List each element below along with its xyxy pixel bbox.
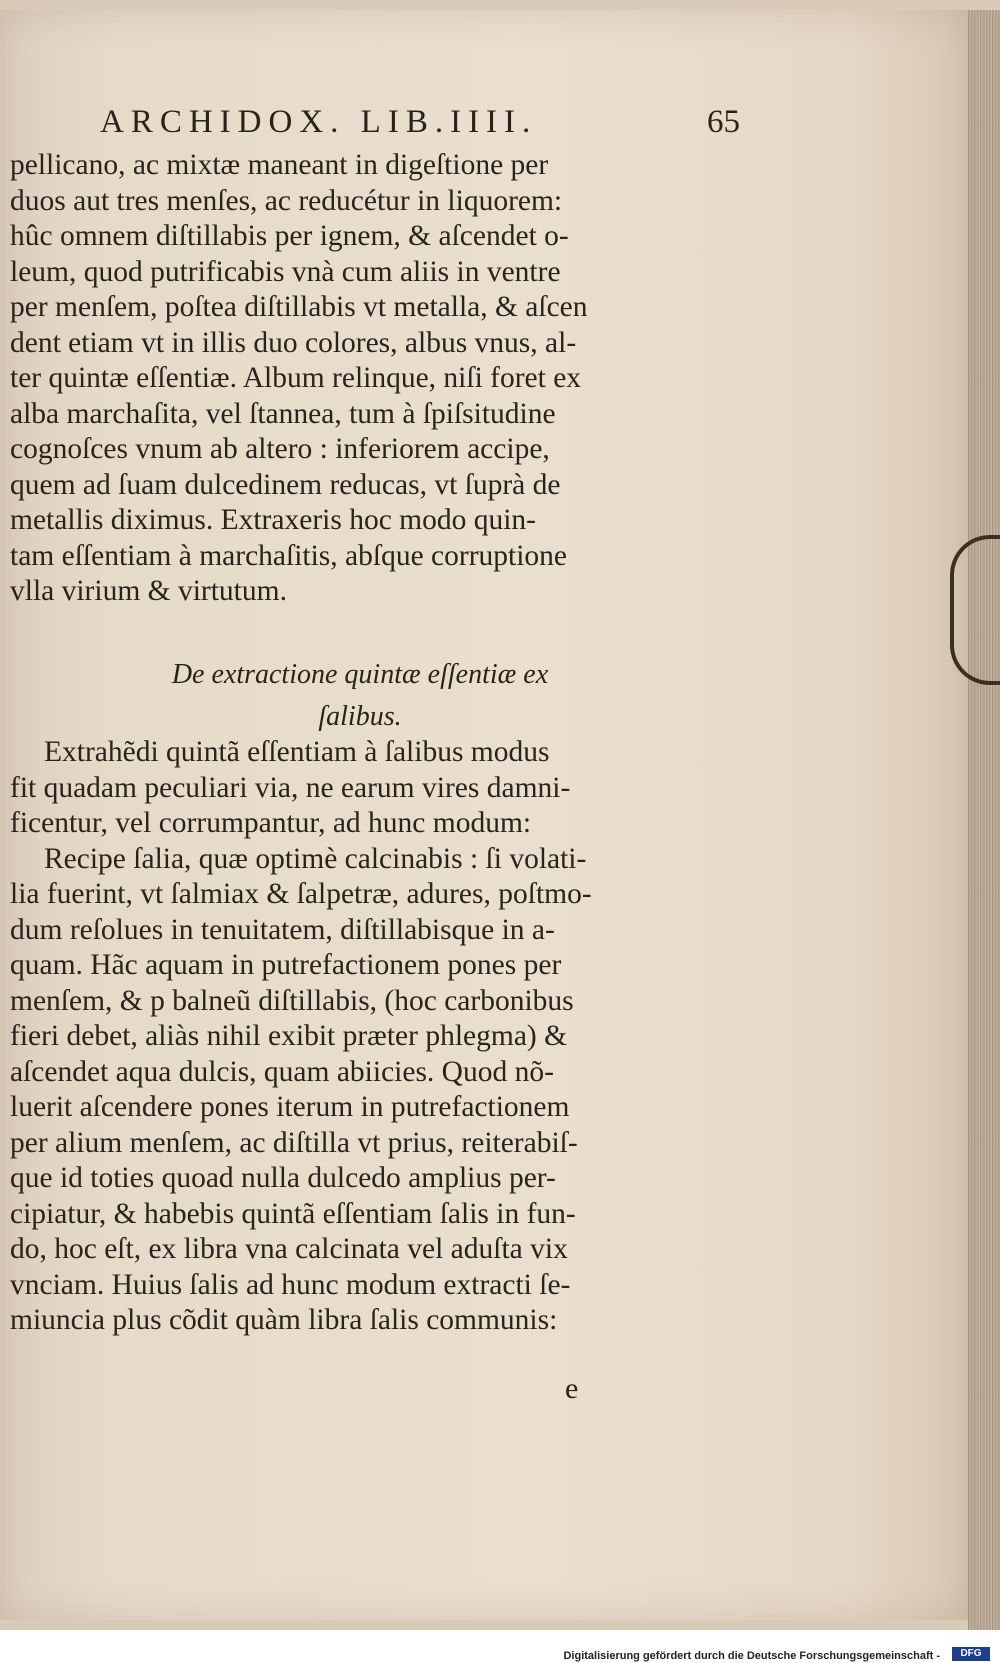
text-line: leum, quod putrificabis vnà cum aliis in ventre [10, 255, 561, 288]
page-edge-stack [968, 10, 1000, 1630]
text-line: hûc omnem diſtillabis per ignem, & aſcendet o- [10, 220, 569, 252]
text-line: fieri debet, aliàs nihil exibit præter phlegma) & [10, 1020, 568, 1052]
section-heading [140, 654, 580, 738]
text-line: dum reſolues in tenuitatem, diſtillabisque in a- [10, 913, 555, 946]
section-heading-line: De extractione quintæ eſſentiæ ex [171, 659, 549, 690]
catchword: e [565, 1372, 579, 1405]
text-line: que id toties quoad nulla dulcedo amplius per- [10, 1162, 556, 1194]
running-head: ARCHIDOX. LIB.IIII. [100, 104, 538, 140]
digitization-credit: Digitalisierung gefördert durch die Deutsche Forschungsgemeinschaft - [563, 1650, 940, 1662]
text-line: do, hoc eſt, ex libra vna calcinata vel aduſta vix [10, 1233, 568, 1265]
body-text-block [10, 148, 730, 610]
text-line: Extrahẽdi quintã eſſentiam à ſalibus modus [44, 736, 550, 768]
book-clasp [950, 535, 1000, 685]
text-line: fit quadam peculiari via, ne earum vires damni- [10, 771, 571, 804]
text-line: ter quintæ eſſentiæ. Album relinque, niſi foret ex [10, 362, 582, 394]
text-line: tam eſſentiam à marchaſitis, abſque corruptione [10, 539, 568, 572]
page-header [100, 104, 740, 144]
text-line: duos aut tres menſes, ac reducétur in liquorem: [10, 184, 563, 217]
text-line: ficentur, vel corrumpantur, ad hunc modum: [10, 807, 532, 839]
text-line: menſem, & p balneũ diſtillabis, (hoc carbonibus [10, 984, 574, 1017]
text-line: alba marchaſita, vel ſtannea, tum à ſpiſsitudine [10, 397, 556, 430]
text-line: vnciam. Huius ſalis ad hunc modum extracti ſe- [10, 1268, 571, 1301]
text-line: pellicano, ac mixtæ maneant in digeſtione per [10, 149, 549, 181]
text-line: quam. Hãc aquam in putrefactionem pones per [10, 949, 562, 981]
text-line: lia fuerint, vt ſalmiax & ſalpetræ, adures, poſtmo- [10, 878, 592, 910]
section-heading-line: ſalibus. [318, 701, 402, 732]
text-line: luerit aſcendere pones iterum in putrefactionem [10, 1091, 570, 1123]
text-line: metallis diximus. Extraxeris hoc modo quin- [10, 504, 537, 536]
text-line: aſcendet aqua dulcis, quam abiicies. Quod nõ- [10, 1055, 554, 1088]
page-number: 65 [707, 104, 740, 140]
dfg-logo: DFG [952, 1647, 990, 1661]
text-line: quem ad ſuam dulcedinem reducas, vt ſuprà de [10, 468, 561, 501]
text-line: vlla virium & virtutum. [10, 575, 287, 607]
text-line: cipiatur, & habebis quintã eſſentiam ſalis in fun- [10, 1197, 576, 1230]
text-line: per alium menſem, ac diſtilla vt prius, reiterabiſ- [10, 1126, 578, 1159]
text-line: per menſem, poſtea diſtillabis vt metalla, & aſcen [10, 291, 588, 323]
body-text-block-2 [10, 735, 730, 1339]
text-line: miuncia plus cõdit quàm libra ſalis communis: [10, 1304, 558, 1336]
text-line: cognoſces vnum ab altero : inferiorem accipe, [10, 433, 550, 465]
text-line: dent etiam vt in illis duo colores, albus vnus, al- [10, 326, 577, 359]
text-line: Recipe ſalia, quæ optimè calcinabis : ſi volati- [44, 842, 587, 875]
